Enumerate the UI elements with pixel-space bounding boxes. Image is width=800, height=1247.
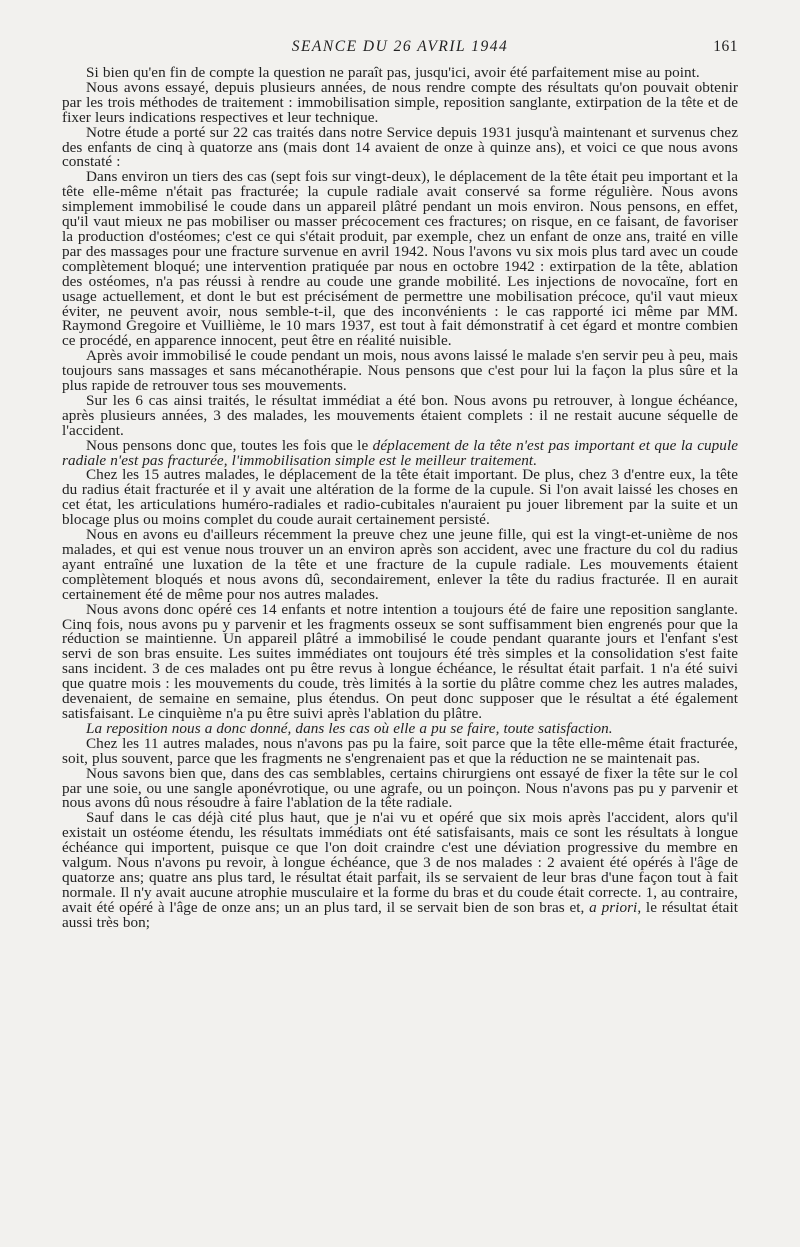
paragraph: Nous en avons eu d'ailleurs récemment la preuve chez une jeune fille, qui est la vingt-et-unième de nos malades, et qui est venue nous trouver un an environ après son accident, avec une fracture du col du radius ayant entraîné une luxation de la tête et une fracture de la cupule radiale. Les mouvements étaient complètement bloqués et nous avons dû, secondairement, enlever la tête du radius fracturée. Il en aurait certainement été de même pour nos autres malades. <box>62 526 738 603</box>
italic-emphasis: déplacement de la tête n'est pas important et que la cupule radiale n'est pas fracturée, l'immobilisation simple est le meilleur traitement. <box>62 436 739 469</box>
page-number: 161 <box>713 38 738 55</box>
paragraph: Nous avons donc opéré ces 14 enfants et notre intention a toujours été de faire une reposition sanglante. Cinq fois, nous avons pu y parvenir et les fragments osseux se sont suffisamment bien engrenés pour que la réduction se maintienne. Un appareil plâtré a immobilisé le coude pendant quarante jours et l'enfant s'est servi de son bras ensuite. Les suites immédiates ont toujours été très simples et la consolidation s'est faite sans incident. 3 de ces malades ont pu être revus à longue échéance, le résultat était parfait. 1 n'a été suivi que quatre mois : les mouvements du coude, très limités à la sortie du plâtre comme chez les autres malades, devenaient, de semaine en semaine, plus étendus. On peut donc supposer que le résultat a été également satisfaisant. Le cinquième n'a pu être suivi après l'ablation du plâtre. <box>62 600 738 722</box>
paragraph: Sur les 6 cas ainsi traités, le résultat immédiat a été bon. Nous avons pu retrouver, à longue échéance, après plusieurs années, 3 des malades, les mouvements étaient complets : il ne restait aucune séquelle de l'accident. <box>62 391 738 439</box>
paragraph: Si bien qu'en fin de compte la question ne paraît pas, jusqu'ici, avoir été parfaitement mise au point. <box>86 64 700 81</box>
paragraph: Nous pensons donc que, toutes les fois que le déplacement de la tête n'est pas important et que la cupule radiale n'est pas fracturée, l'immobilisation simple est le meilleur traitement. <box>62 436 739 469</box>
paragraph: Chez les 15 autres malades, le déplacement de la tête était important. De plus, chez 3 d'entre eux, la tête du radius était fracturée et il y avait une altération de la forme de la cupule. Si l'on avait laissé les choses en cet état, les articulations huméro-radiales et radio-cubitales n'auraient pu jouer librement par la suite et un blocage plus ou moins complet du coude aurait certainement persisté. <box>62 466 738 529</box>
page-content <box>62 38 738 931</box>
paragraph: Nous avons essayé, depuis plusieurs années, de nous rendre compte des résultats qu'on pouvait obtenir par les trois méthodes de traitement : immobilisation simple, reposition sanglante, extirpation de la tête et de fixer leurs indications respectives et leur technique. <box>62 78 738 126</box>
paragraph: Après avoir immobilisé le coude pendant un mois, nous avons laissé le malade s'en servir peu à peu, mais toujours sans massages et sans mécanothérapie. Nous pensons que c'est pour lui la façon la plus sûre et la plus rapide de retrouver tous ses mouvements. <box>62 347 738 395</box>
paragraph: Dans environ un tiers des cas (sept fois sur vingt-deux), le déplacement de la tête était peu important et la tête elle-même n'était pas fracturée; la cupule radiale avait conservé sa forme régulière. Nous avons simplement immobilisé le coude dans un appareil plâtré pendant un mois environ. Nous pensons, en effet, qu'il vaut mieux ne pas mobiliser ou masser précocement ces fractures; on risque, en ce faisant, de favoriser la production d'ostéomes; c'est ce qui s'était produit, par exemple, chez un enfant de onze ans, traité en ville par des massages pour une fracture survenue en avril 1942. Nous l'avons vu six mois plus tard avec un coude complètement bloqué; une intervention pratiquée par nous en octobre 1942 : extirpation de la tête, ablation des ostéomes, n'a pas réussi à rendre au coude une grande mobilité. Les injections de novocaïne, fort en usage actuellement, et dont le but est précisément de permettre une mobilisation précoce, qu'il vaut mieux éviter, ne peuvent avoir, nous semble-t-il, que des inconvénients : le cas rapporté ici même par MM. Raymond Gregoire et Vuillième, le 10 mars 1937, est tout à fait démonstratif à cet égard et montre combien ce procédé, en apparence innocent, peut être en réalité nuisible. <box>62 168 738 350</box>
paragraph: Notre étude a porté sur 22 cas traités dans notre Service depuis 1931 jusqu'à maintenant et survenus chez des enfants de cinq à quatorze ans (mais dont 14 avaient de onze à quinze ans), et voici ce que nous avons constaté : <box>62 123 738 171</box>
paragraph: Nous savons bien que, dans des cas semblables, certains chirurgiens ont essayé de fixer la tête sur le col par une soie, ou une sangle aponévrotique, ou une agrafe, ou un poinçon. Nous n'avons pas pu y parvenir et nous avons dû nous résoudre à faire l'ablation de la tête radiale. <box>62 764 738 812</box>
header-title: SEANCE DU 26 AVRIL 1944 <box>291 38 509 55</box>
paragraph: Chez les 11 autres malades, nous n'avons pas pu la faire, soit parce que la tête elle-même était fracturée, soit, plus souvent, parce que les fragments ne s'engrenaient pas et que la réduction ne se maintenait pas. <box>62 734 738 767</box>
italic-emphasis: a priori <box>589 898 638 916</box>
running-header <box>62 38 738 60</box>
paragraph: Sauf dans le cas déjà cité plus haut, que je n'ai vu et opéré que six mois après l'accident, alors qu'il existait un ostéome étendu, les résultats immédiats ont été satisfaisants, mais ce sont les résultats à longue échéance qui importent, puisque ce que l'on doit craindre c'est une déviation progressive du membre en valgum. Nous n'avons pu revoir, à longue échéance, que 3 de nos malades : 2 avaient été opérés à l'âge de quatorze ans; quatre ans plus tard, le résultat était parfait, ils se servaient de leur bras d'une façon tout à fait normale. Il n'y avait aucune atrophie musculaire et la forme du bras et du coude était correcte. 1, au contraire, avait été opéré à l'âge de onze ans; un an plus tard, il se servait bien de son bras et, a priori, le résultat était aussi très bon; <box>62 809 738 931</box>
italic-emphasis: La reposition nous a donc donné, dans les cas où elle a pu se faire, toute satisfaction. <box>86 719 613 737</box>
body-text <box>62 66 738 931</box>
